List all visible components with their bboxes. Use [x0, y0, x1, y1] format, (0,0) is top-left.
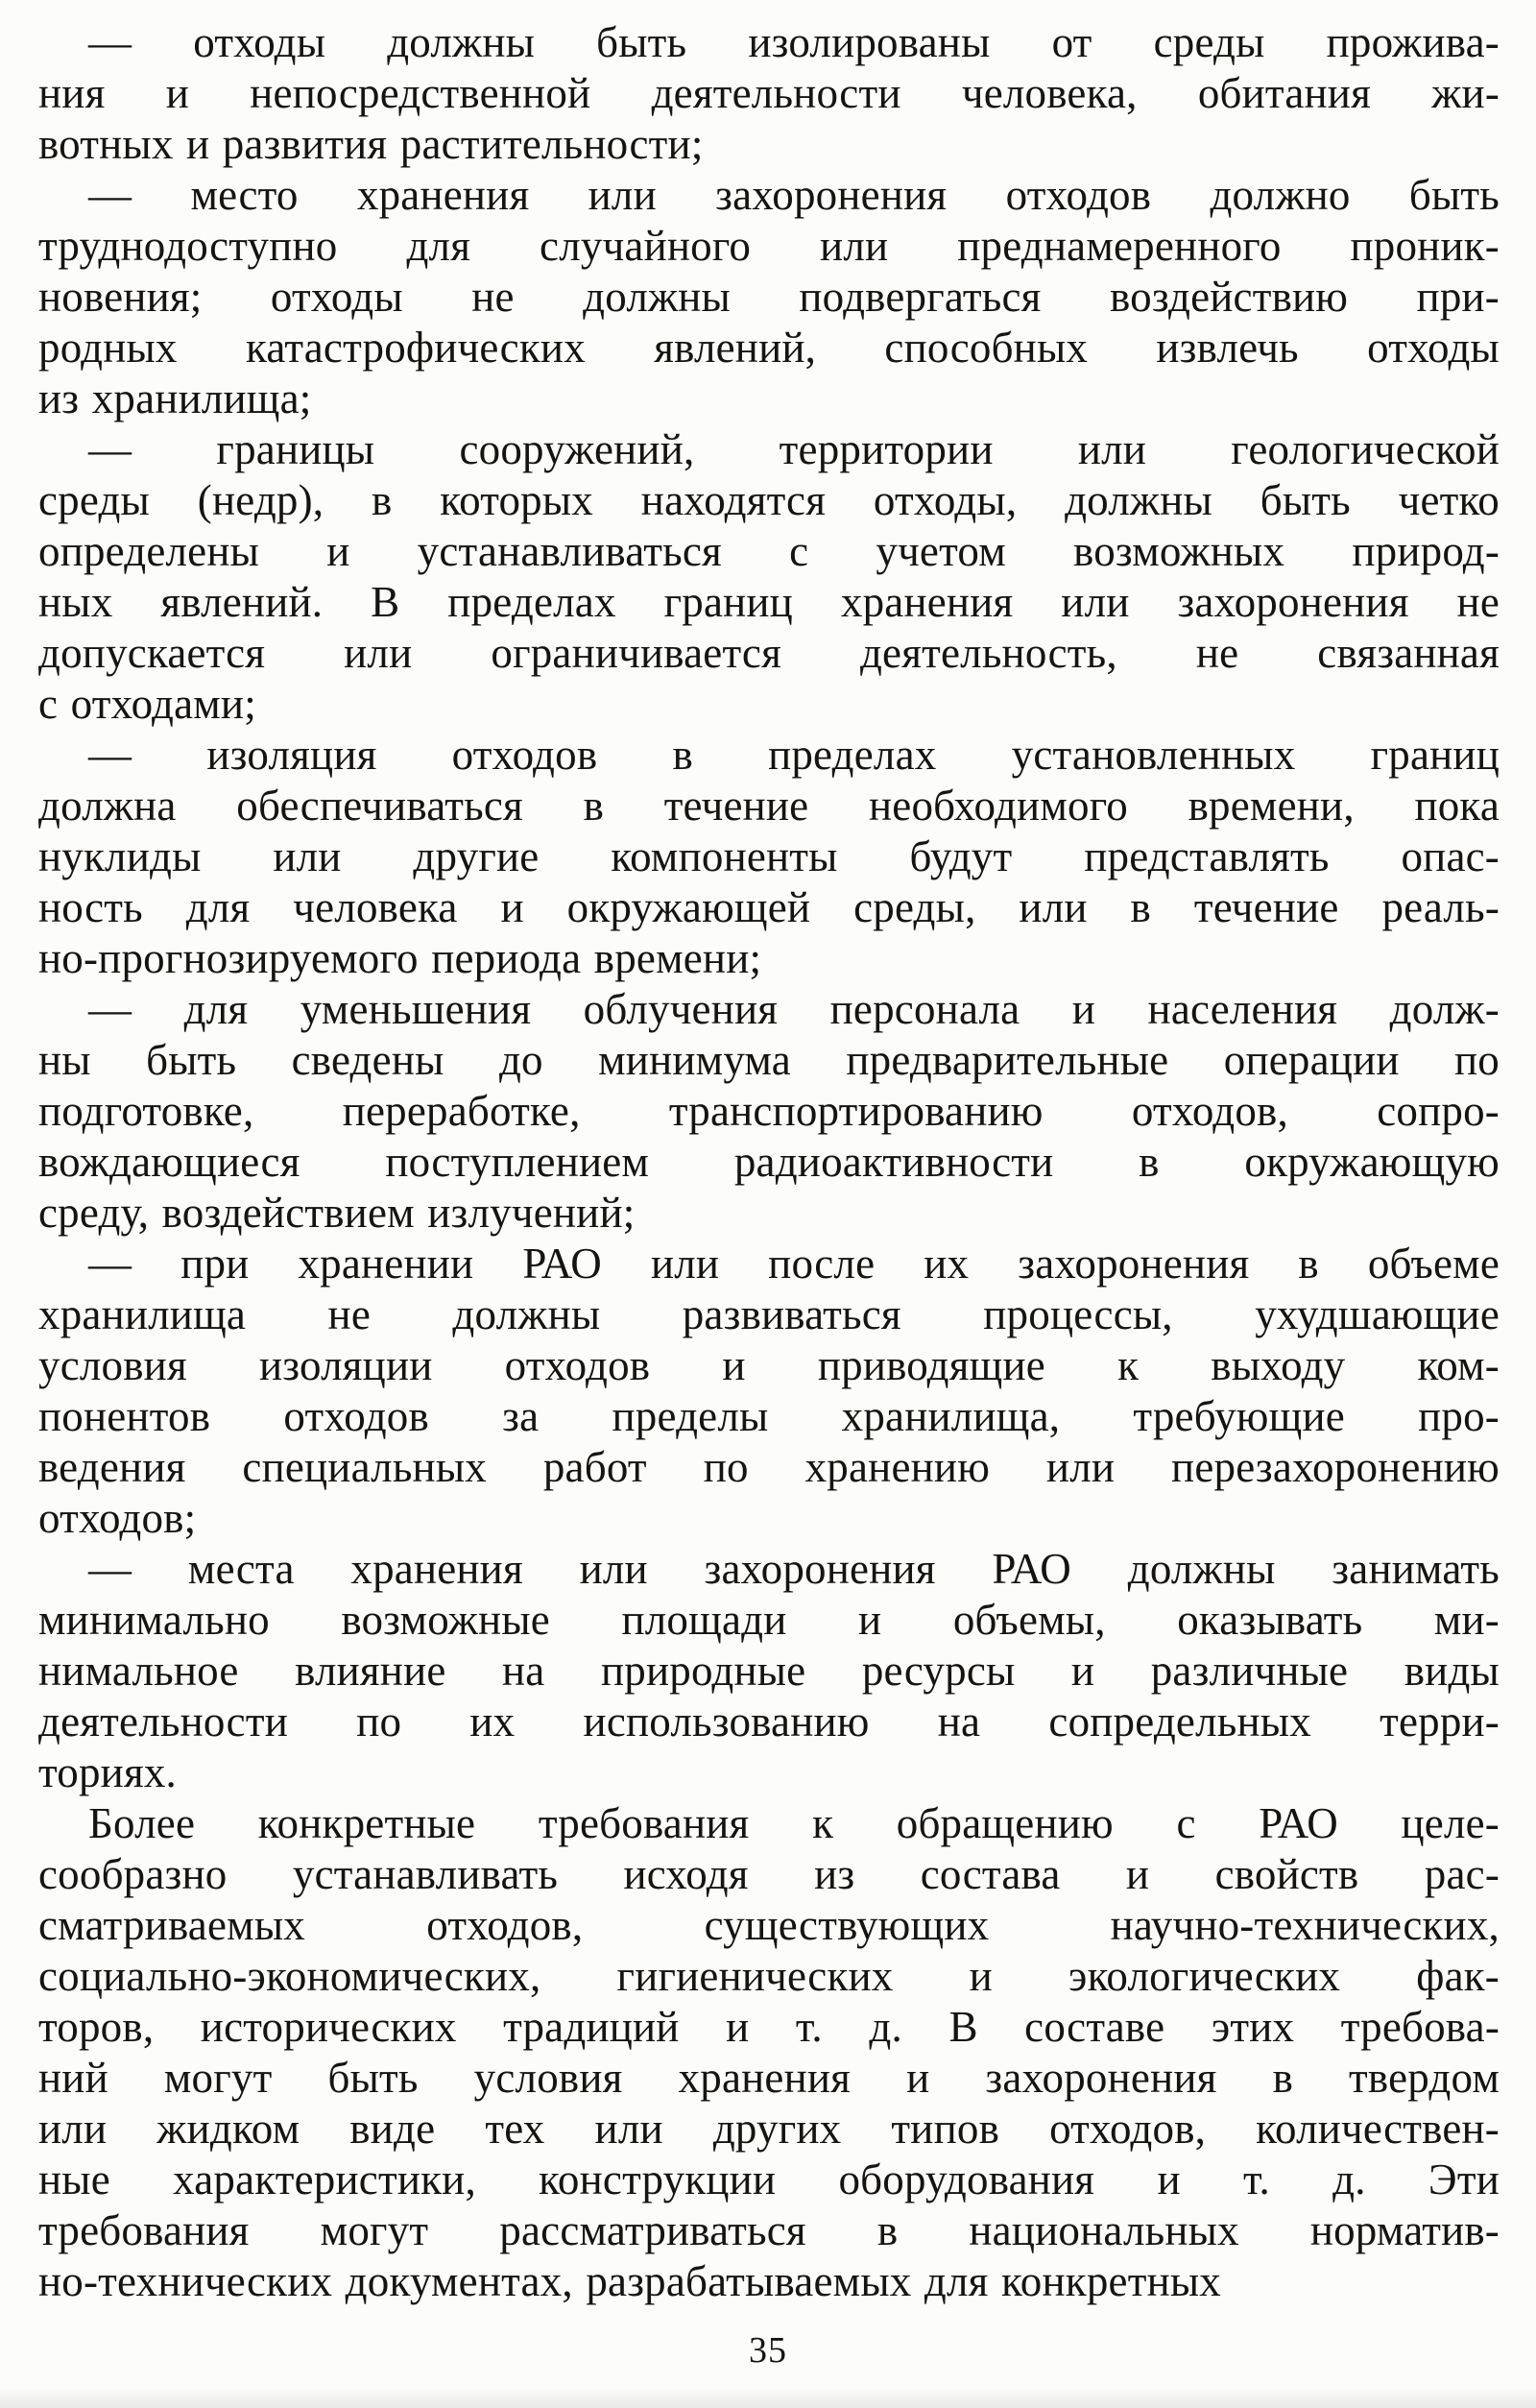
paragraph	[38, 1798, 1500, 2307]
text-line: понентов отходов за пределы хранилища, требующие про-	[38, 1392, 1500, 1440]
page-number: 35	[749, 2330, 787, 2371]
paragraph	[38, 170, 1500, 424]
text-line: вотных и развития растительности;	[38, 120, 704, 168]
text-line: нимальное влияние на природные ресурсы и различные виды	[38, 1647, 1500, 1695]
page-footer	[0, 2329, 1536, 2372]
text-line: новения; отходы не должны подвергаться воздействию при-	[38, 273, 1500, 321]
text-line: отходов;	[38, 1494, 197, 1542]
text-line: ториях.	[38, 1748, 178, 1796]
text-line: сообразно устанавливать исходя из состава и свойств рас-	[38, 1850, 1500, 1898]
text-line: среду, воздействием излучений;	[38, 1189, 636, 1237]
text-line: ные характеристики, конструкции оборудования и т. д. Эти	[38, 2155, 1500, 2203]
text-line: ведения специальных работ по хранению или перезахоронению	[38, 1443, 1500, 1491]
paragraph	[38, 424, 1500, 730]
paragraph	[38, 17, 1500, 170]
text-line: — место хранения или захоронения отходов должно быть	[88, 171, 1500, 219]
text-line: родных катастрофических явлений, способных извлечь отходы	[38, 324, 1500, 372]
text-line: ность для человека и окружающей среды, или в течение реаль-	[38, 883, 1500, 931]
text-line: хранилища не должны развиваться процессы, ухудшающие	[38, 1290, 1500, 1338]
text-line: — отходы должны быть изолированы от среды прожива-	[88, 18, 1500, 66]
paragraph	[38, 1239, 1500, 1544]
text-line: но-технических документах, разрабатываемых для конкретных	[38, 2257, 1221, 2305]
text-line: Более конкретные требования к обращению с РАО целе-	[88, 1799, 1500, 1847]
text-line: — при хранении РАО или после их захоронения в объеме	[88, 1240, 1500, 1288]
text-line: нуклиды или другие компоненты будут представлять опас-	[38, 832, 1500, 880]
text-line: определены и устанавливаться с учетом возможных природ-	[38, 527, 1500, 575]
text-line: минимально возможные площади и объемы, оказывать ми-	[38, 1596, 1500, 1644]
text-line: — для уменьшения облучения персонала и населения долж-	[88, 985, 1500, 1033]
text-line: ны быть сведены до минимума предварительные операции по	[38, 1036, 1500, 1084]
text-line: требования могут рассматриваться в национальных норматив-	[38, 2206, 1500, 2254]
text-line: допускается или ограничивается деятельность, не связанная	[38, 629, 1500, 677]
text-line: должна обеспечиваться в течение необходимого времени, пока	[38, 782, 1500, 830]
text-line: социально-экономических, гигиенических и экологических фак-	[38, 1952, 1500, 2000]
text-line: или жидком виде тех или других типов отходов, количествен-	[38, 2105, 1500, 2153]
text-line: условия изоляции отходов и приводящие к выходу ком-	[38, 1341, 1500, 1389]
text-line: — границы сооружений, территории или геологической	[88, 425, 1500, 473]
paragraph	[38, 730, 1500, 984]
text-line: ных явлений. В пределах границ хранения или захоронения не	[38, 578, 1500, 626]
text-line: — места хранения или захоронения РАО должны занимать	[88, 1545, 1500, 1593]
text-line: ния и непосредственной деятельности человека, обитания жи-	[38, 69, 1500, 117]
text-line: но-прогнозируемого периода времени;	[38, 934, 762, 982]
text-line: — изоляция отходов в пределах установленных границ	[88, 731, 1500, 779]
text-line: ний могут быть условия хранения и захоронения в твердом	[38, 2054, 1500, 2102]
text-line: торов, исторических традиций и т. д. В составе этих требова-	[38, 2003, 1500, 2051]
text-line: деятельности по их использованию на сопредельных терри-	[38, 1698, 1500, 1746]
text-line: труднодоступно для случайного или преднамеренного проник-	[38, 222, 1500, 270]
text-line: подготовке, переработке, транспортированию отходов, сопро-	[38, 1087, 1500, 1135]
text-line: вождающиеся поступлением радиоактивности в окружающую	[38, 1138, 1500, 1186]
paragraph	[38, 1544, 1500, 1798]
text-line: сматриваемых отходов, существующих научно-технических,	[38, 1901, 1500, 1949]
text-line: с отходами;	[38, 680, 256, 728]
paragraph	[38, 984, 1500, 1239]
text-line: из хранилища;	[38, 374, 312, 422]
text-line: среды (недр), в которых находятся отходы, должны быть четко	[38, 476, 1500, 524]
text-block	[38, 17, 1500, 2307]
